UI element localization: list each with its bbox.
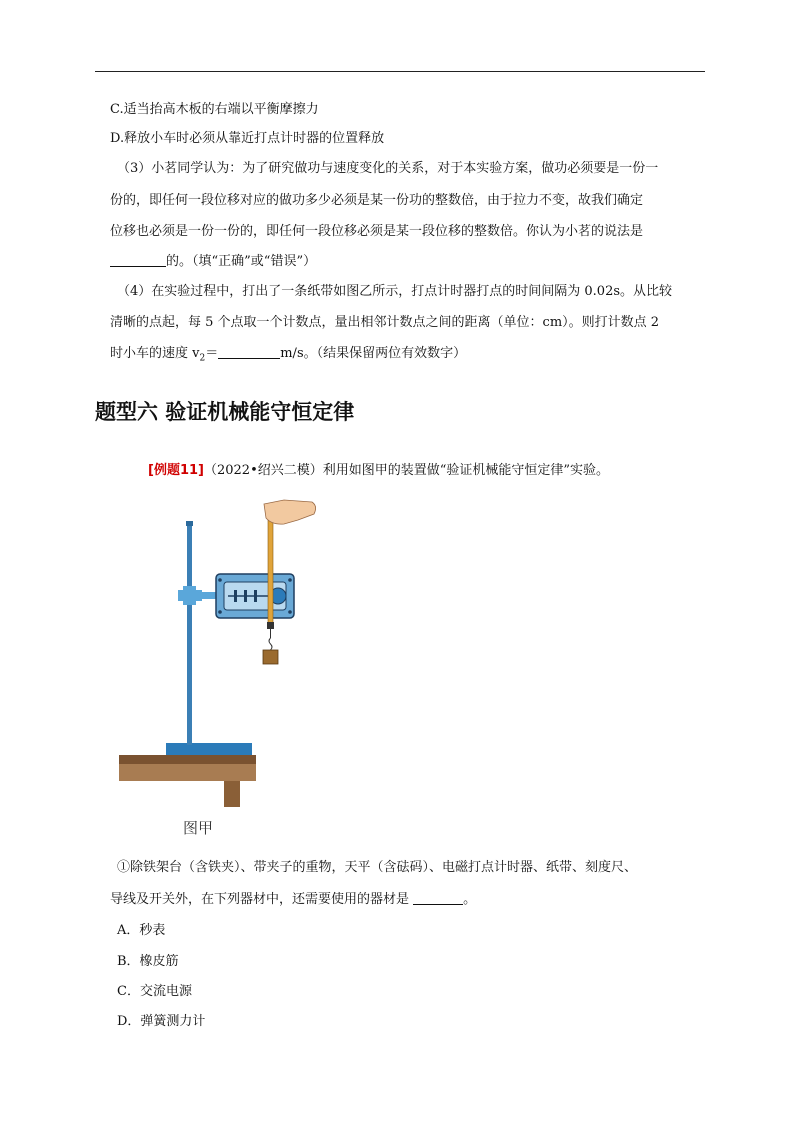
- apparatus-figure: [116, 498, 338, 838]
- choice-d: D．弹簧测力计: [117, 1014, 206, 1029]
- q3-line-2: 份的，即任何一段位移对应的做功多少必须是某一份功的整数倍，由于拉力不变，故我们确定: [110, 193, 644, 208]
- answer-blank[interactable]: [218, 346, 280, 359]
- choice-b: B．橡皮筋: [117, 954, 179, 969]
- q4-line-2: 清晰的点起，每 5 个点取一个计数点，量出相邻计数点之间的距离（单位：cm）。则打计数点 2: [110, 315, 660, 330]
- q3-line-4: 的。（填“正确”或“错误”）: [110, 250, 316, 269]
- figure-caption: 图甲: [183, 819, 214, 837]
- answer-blank[interactable]: [110, 254, 166, 267]
- paper-tape: [268, 508, 273, 624]
- stand-base: [166, 743, 252, 755]
- choice-c: C．交流电源: [117, 984, 192, 999]
- answer-blank[interactable]: [413, 892, 463, 905]
- option-d: D.释放小车时必须从靠近打点计时器的位置释放: [110, 131, 385, 146]
- option-c: C.适当抬高木板的右端以平衡摩擦力: [110, 102, 319, 117]
- q4-line-3: 时小车的速度 $v_2= m/s$。（结果保留两位有效数字）: [110, 346, 467, 364]
- hand: [264, 500, 316, 524]
- example-tag: [例题11]: [148, 463, 204, 478]
- table-top: [119, 755, 256, 764]
- table-leg: [224, 781, 240, 807]
- stand-pole: [187, 523, 192, 745]
- section-heading: 题型六 验证机械能守恒定律: [95, 400, 355, 424]
- example-line: [例题11]（2022•绍兴二模）利用如图甲的装置做“验证机械能守恒定律”实验。: [148, 463, 610, 478]
- weight: [263, 650, 278, 664]
- clamp: [183, 586, 196, 605]
- q3-line-3: 位移也必须是一份一份的，即任何一段位移必须是某一段位移的整数倍。你认为小茗的说法是: [110, 224, 644, 239]
- q4-line-1: （4）在实验过程中，打出了一条纸带如图乙所示，打点计时器打点的时间间隔为 0.02s。从比较: [117, 284, 673, 299]
- header-rule: [95, 71, 705, 72]
- choice-a: A．秒表: [117, 923, 166, 938]
- q3-line-1: （3）小茗同学认为：为了研究做功与速度变化的关系，对于本实验方案，做功必须要是一份一: [117, 161, 659, 176]
- q1-line-2: 导线及开关外，在下列器材中，还需要使用的器材是 。: [110, 892, 477, 907]
- q1-line-1: ①除铁架台（含铁夹）、带夹子的重物，天平（含砝码）、电磁打点计时器、纸带、刻度尺、: [117, 860, 638, 875]
